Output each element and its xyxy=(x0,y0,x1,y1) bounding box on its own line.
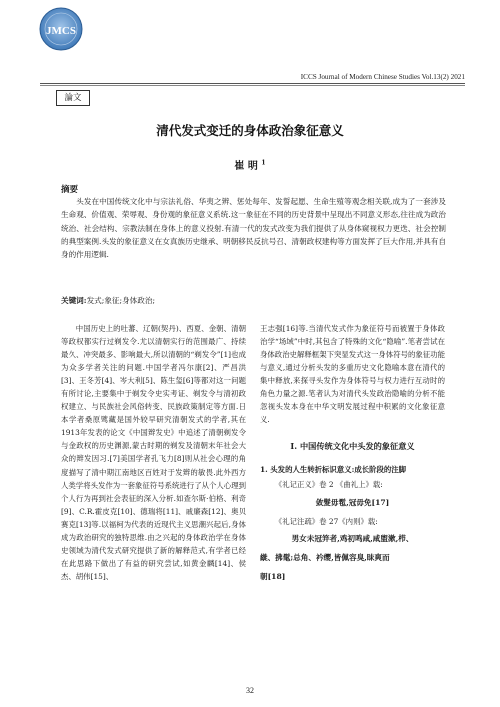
abstract-heading: 摘要 xyxy=(61,185,79,195)
author-footnote-marker: 1 xyxy=(261,159,266,167)
keywords-values: 发式;象征;身体政治; xyxy=(86,296,156,305)
author-line xyxy=(40,157,460,172)
subsection-heading: 1. 头发的人生转折标识意义:成长阶段的注脚 xyxy=(260,465,407,475)
body-right-column xyxy=(260,322,445,583)
author-name: 崔 明 xyxy=(234,161,258,172)
quote2-line1: 男女未冠笄者,鸡初鸣咸,咸盥漱,栉、 xyxy=(291,533,414,543)
header-rule xyxy=(40,83,465,84)
abstract-text: 头发在中国传统文化中与宗法礼俗、华夷之辨、惩处每年、发誓起愿、生命生殖等观念相关联,成为了一套涉及生命观、价值观、荣辱观、身份观的象征意义系统.这一象征在不同的历史背景中呈现出不同意义形态,往往成为政治统治、社会结构、宗教法制在身体上的意义投射.有清一代的发式改变为我们提供了从身体窥视权力更迭、社会控制的典型案例.头发的象征意义在女真族历史继承、明朝移民反抗号召、清朝政权建构等方面发挥了巨大作用,并具有自身的作用逻辑. xyxy=(61,197,446,260)
header-rule-thin xyxy=(40,85,465,86)
journal-citation: ICCS Journal of Modern Chinese Studies Vol.13(2) 2021 xyxy=(300,73,465,81)
quote1-text: 敛髮毋髢,冠毋免[17] xyxy=(315,497,390,507)
right-intro-paragraph: 王志强[16]等.当清代发式作为象征符号而被置于身体政治学“场域”中时,其包含了特殊的文化“隐喻”.笔者尝试在身体政治史解释框架下突显发式这一身体符号的象征功能与意义,通过分析头发的多重历史文化隐喻本意在清代的集中释放,来探寻头发作为身体符号与权力进行互动时的角色力量之源.笔者认为对清代头发政治隐喻的分析不能忽视头发本身在中华文明发展过程中积累的文化象征意义. xyxy=(260,324,445,425)
keywords-label: 关键词: xyxy=(61,296,87,305)
body-left-column: 中国历史上的吐蕃、辽朝(契丹)、西夏、金朝、清朝等政权都实行过剃发令.尤以清朝实行的范围最广、持续最久、冲突最多、影响最大,所以清朝的“剃发令”[1]也成为众多学者关注的问题.中国学者冯尔康[2]、严昌洪[3]、王冬芳[4]、岑大利[5]、陈生玺[6]等都对这一问题有所讨论,主要集中于剃发令史实考证、剃发令与清初政权建立、与民族社会风俗转变、民族政策制定等方面.日本学者桑原骘藏是国外较早研究清朝发式的学者,其在1913年发表的论文《中国辫发史》中追述了清朝剃发令与金政权的历史渊源,蒙古时期的剃发及清朝末年社会大众的辫发因习.[7]美国学者孔飞力[8]则从社会心理的角度描写了清中期江南地区百姓对于发辫的敏畏.此外西方人类学将头发作为一套象征符号系统进行了从个人心理到个人行为再到社会表征的深入分析.如查尔斯·伯格、利奇[9]、C.R.霍皮克[10]、德瑞将[11]、戚廉森[12]、奥贝赛克[13]等.以福柯为代表的近现代主义思潮兴起后,身体成为政治研究的独特思维.由之兴起的身体政治学在身体史领域为清代发式研究提供了新的解释范式,有学者已经在此思路下做出了有益的研究尝试,如黄金麟[14]、侯杰、胡伟[15]、 xyxy=(61,324,246,581)
section-heading: Ⅰ. 中国传统文化中头发的象征意义 xyxy=(290,441,415,452)
keywords-line xyxy=(61,295,446,306)
journal-logo xyxy=(38,6,84,52)
quote1-source: 《礼记正义》卷 2 《曲礼上》载: xyxy=(274,480,383,490)
quote2-source: 《礼记注疏》卷 27《内则》载: xyxy=(274,516,378,526)
quote2-line2: 縰、拂髦;总角、衿缨,皆佩容臭,昧爽而 xyxy=(260,552,390,562)
page-number: 32 xyxy=(246,686,254,695)
section-tag: 論文 xyxy=(56,90,90,106)
article-title: 清代发式变迁的身体政治象征意义 xyxy=(156,123,344,138)
logo-text: JMCS xyxy=(46,25,76,37)
quote2-line3: 朝[18] xyxy=(260,571,286,581)
